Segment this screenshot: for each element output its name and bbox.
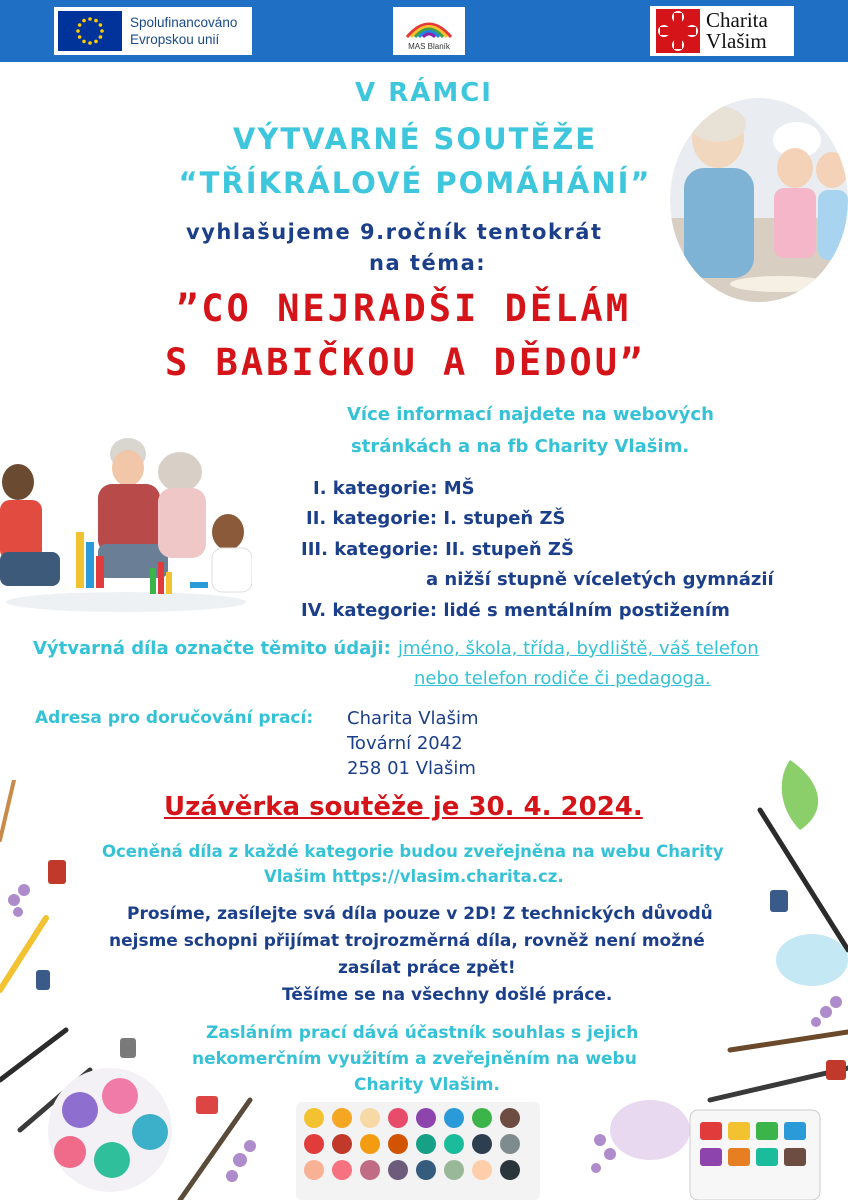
theme-intro-text: na téma: xyxy=(369,251,487,275)
charita-logo-text-2: Vlašim xyxy=(706,29,767,53)
charita-vlasim-logo xyxy=(650,6,794,56)
charita-logo-text-1: Charita xyxy=(706,8,768,32)
consent-text-1: Zasláním prací dává účastník souhlas s jejich xyxy=(206,1023,639,1043)
category-1: I. kategorie: MŠ xyxy=(313,478,475,499)
announcement-text: vyhlašujeme 9.ročník tentokrát xyxy=(186,220,603,244)
labeling-label: Výtvarná díla označte těmito údaji: xyxy=(33,638,391,659)
deadline-text: Uzávěrka soutěže je 30. 4. 2024. xyxy=(164,792,643,822)
charita-cross-icon xyxy=(656,9,700,53)
eu-cofinancing-logo xyxy=(54,7,252,55)
art-supplies-left-decoration xyxy=(0,780,260,1200)
watercolor-palette-decoration xyxy=(296,1102,540,1200)
awards-text-2: Vlašim https://vlasim.charita.cz. xyxy=(264,867,564,886)
request-text-3: zasílat práce zpět! xyxy=(338,958,516,978)
mas-blanik-logo xyxy=(393,7,465,55)
art-supplies-right-decoration xyxy=(590,750,848,1200)
labeling-fields-1: jméno, škola, třída, bydliště, váš telefon xyxy=(398,638,759,659)
eu-logo-text-2: Evropskou unií xyxy=(130,32,220,47)
photo-grandmother-baking xyxy=(670,98,848,302)
request-text-1: Prosíme, zasílejte svá díla pouze v 2D! Z technických důvodů xyxy=(127,904,713,924)
labeling-fields-2: nebo telefon rodiče či pedagoga. xyxy=(414,668,711,689)
category-3: III. kategorie: II. stupeň ZŠ xyxy=(301,539,574,560)
eu-logo-text-1: Spolufinancováno xyxy=(130,15,238,30)
consent-text-2: nekomerčním využitím a zveřejněním na webu xyxy=(192,1049,637,1069)
heading-v-ramci: V RÁMCI xyxy=(355,78,493,108)
info-text-2: stránkách a na fb Charity Vlašim. xyxy=(351,436,690,457)
category-3-continuation: a nižší stupně víceletých gymnázií xyxy=(426,569,774,590)
theme-line-1: ”CO NEJRADŠI DĚLÁM xyxy=(176,287,631,330)
address-line-3: 258 01 Vlašim xyxy=(347,758,476,779)
mas-logo-text: MAS Blaník xyxy=(408,42,450,51)
rainbow-icon xyxy=(393,7,465,43)
photo-grandparents-playing xyxy=(0,432,252,612)
theme-line-2: S BABIČKOU A DĚDOU” xyxy=(165,341,646,384)
info-text-1: Více informací najdete na webových xyxy=(347,404,714,425)
address-line-2: Tovární 2042 xyxy=(347,733,463,754)
top-banner xyxy=(0,0,848,62)
heading-contest-name: “TŘÍKRÁLOVÉ POMÁHÁNÍ” xyxy=(178,166,652,200)
address-label: Adresa pro doručování prací: xyxy=(35,708,314,728)
request-text-4: Těšíme se na všechny došlé práce. xyxy=(282,985,613,1005)
consent-text-3: Charity Vlašim. xyxy=(354,1075,500,1095)
heading-contest: VÝTVARNÉ SOUTĚŽE xyxy=(232,122,598,156)
awards-text-1: Oceněná díla z každé kategorie budou zveřejněna na webu Charity xyxy=(102,842,724,861)
request-text-2: nejsme schopni přijímat trojrozměrná díla, rovněž není možné xyxy=(109,931,705,951)
category-2: II. kategorie: I. stupeň ZŠ xyxy=(306,508,566,529)
category-4: IV. kategorie: lidé s mentálním postižením xyxy=(301,600,730,621)
eu-flag-icon xyxy=(58,11,122,51)
address-line-1: Charita Vlašim xyxy=(347,708,479,729)
